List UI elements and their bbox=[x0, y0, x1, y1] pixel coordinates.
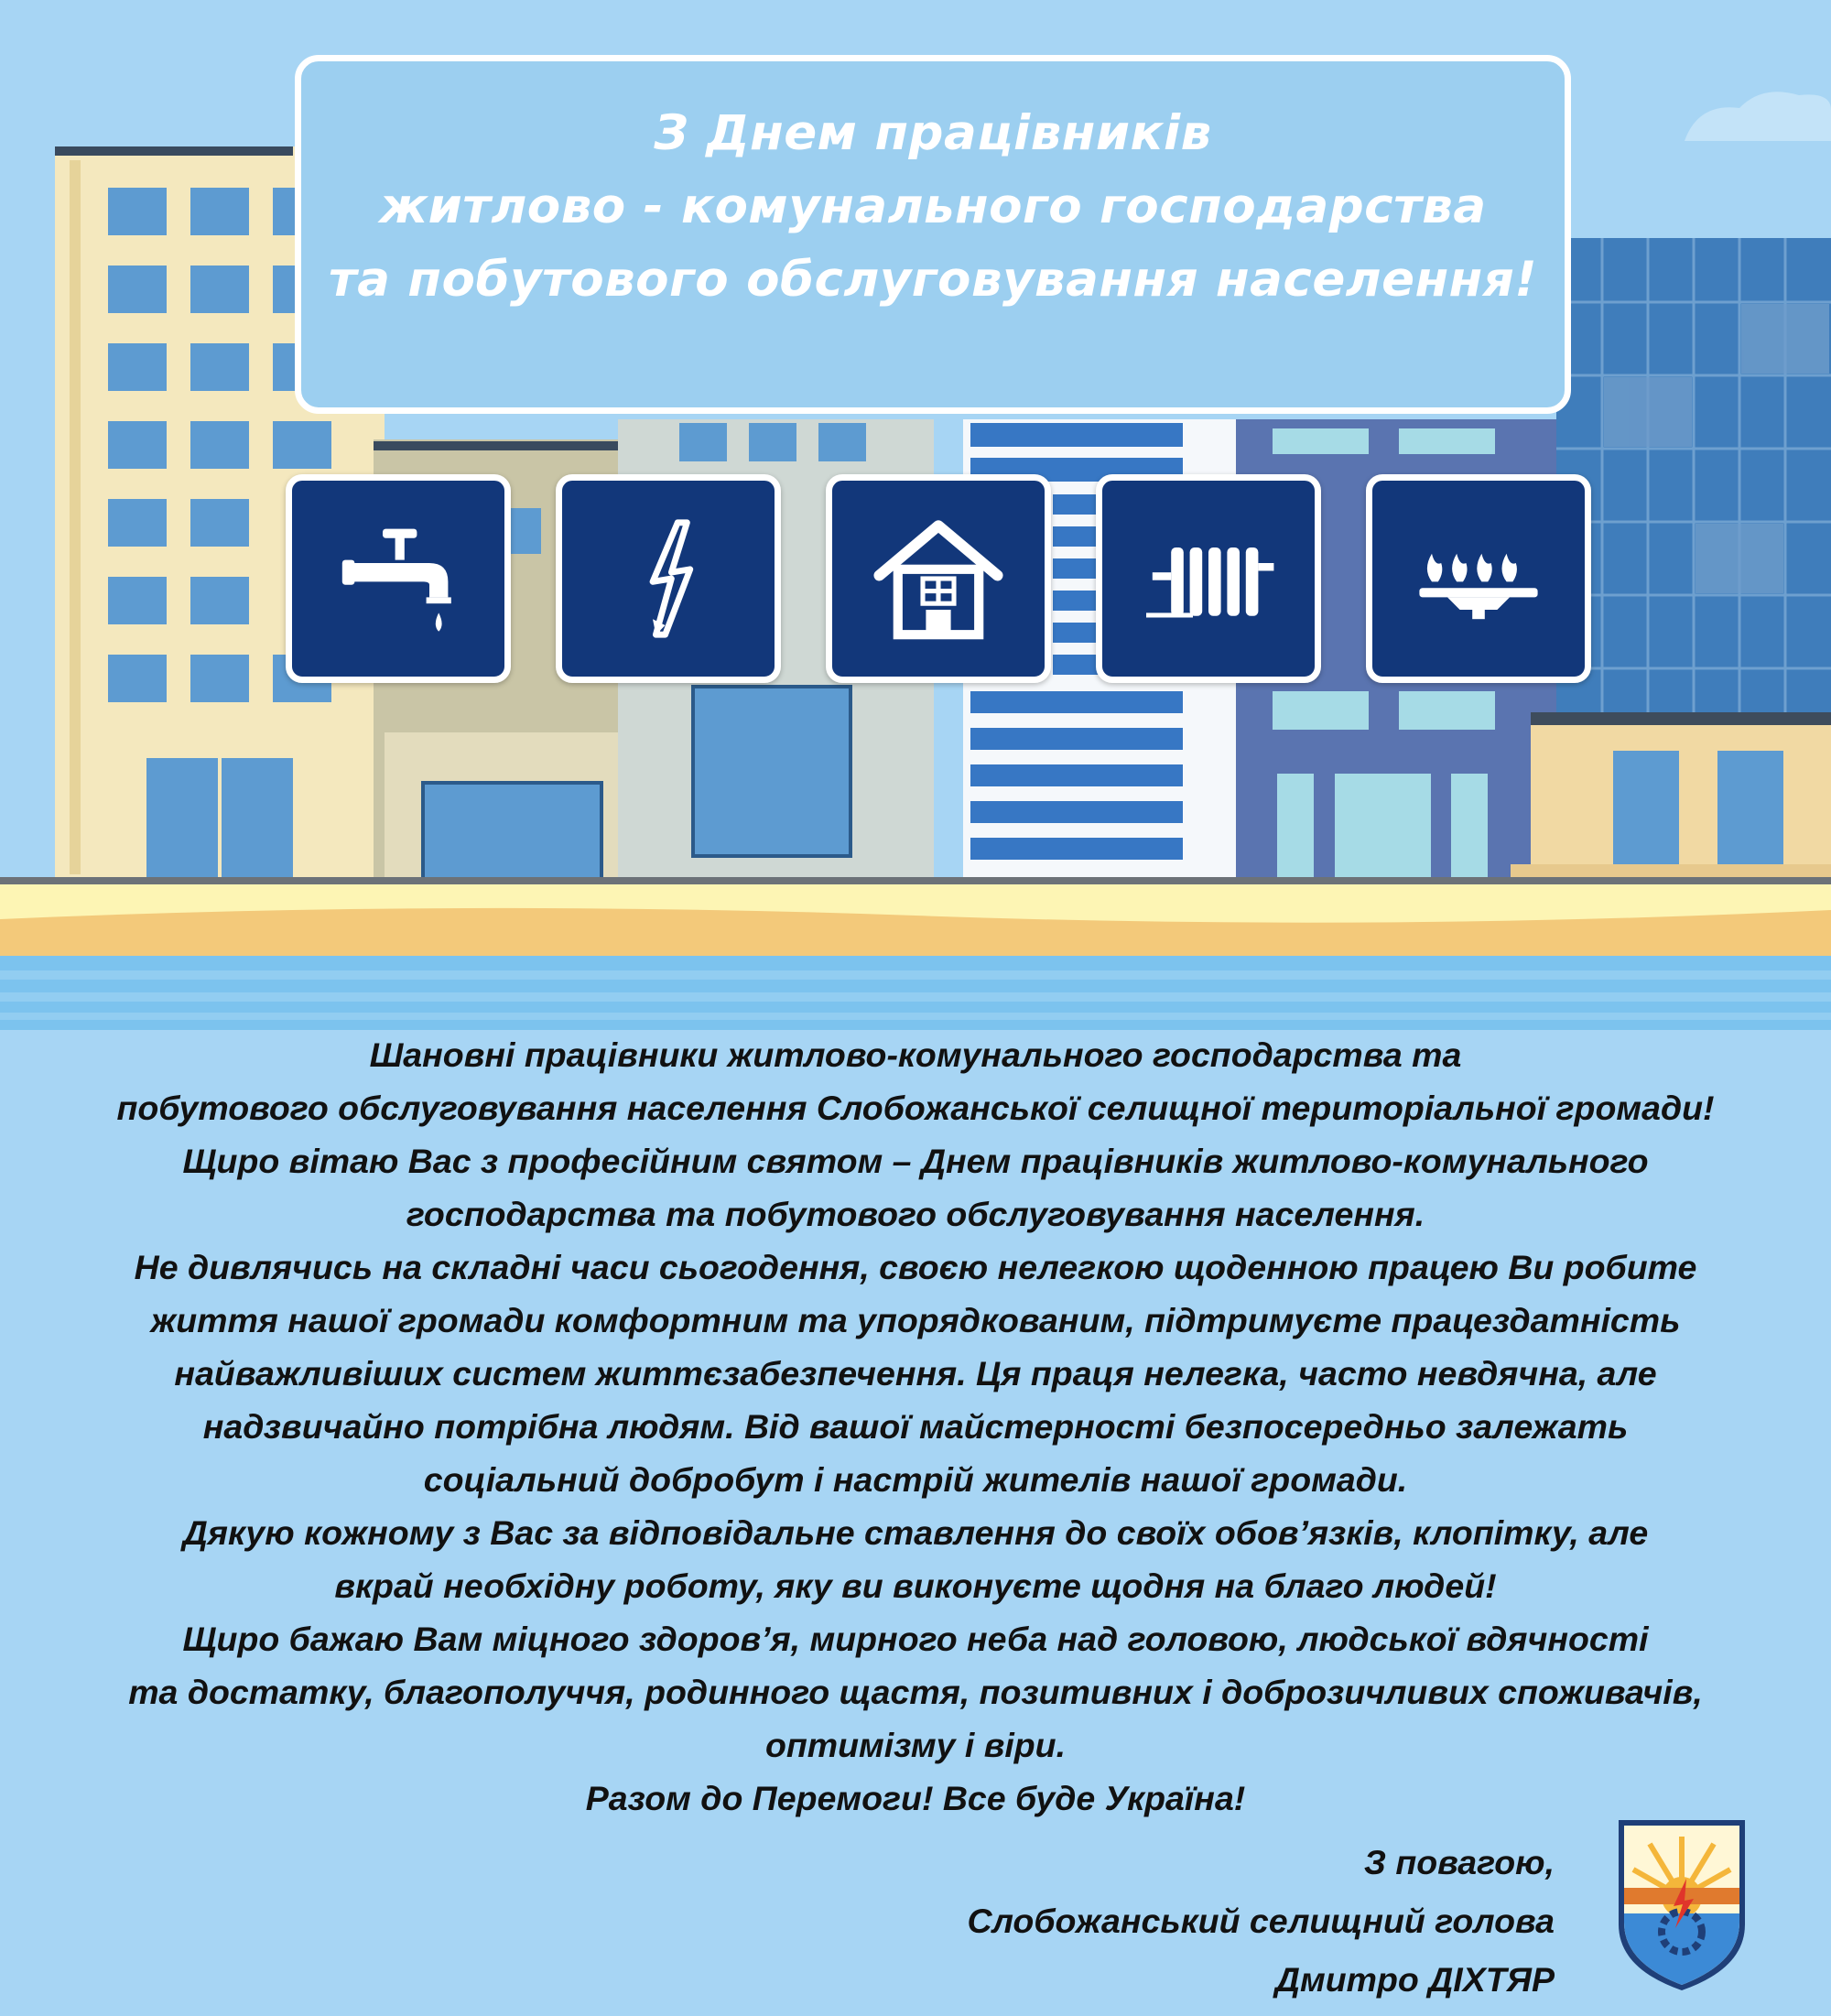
message-line: соціальний добробут і настрій жителів нашої громади. bbox=[423, 1460, 1408, 1499]
message-line: Дякую кожному з Вас за відповідальне ставлення до своїх обов’язків, клопітку, але bbox=[182, 1513, 1649, 1552]
greeting-message bbox=[18, 1028, 1813, 1825]
water-tap-icon bbox=[320, 501, 476, 656]
water-supply-tile bbox=[286, 474, 511, 683]
gas-supply-tile bbox=[1366, 474, 1591, 683]
message-line: найважливіших систем життєзабезпечення. Ця праця нелегка, часто невдячна, але bbox=[174, 1354, 1657, 1393]
message-line: господарства та побутового обслуговування населення. bbox=[406, 1195, 1425, 1233]
electricity-tile bbox=[556, 474, 781, 683]
signature-name: Дмитро ДІХТЯР bbox=[1274, 1960, 1555, 1999]
lightning-bolt-icon bbox=[590, 501, 746, 656]
community-coat-of-arms-icon bbox=[1613, 1815, 1750, 1994]
message-line: Шановні працівники житлово-комунального господарства та bbox=[369, 1035, 1462, 1074]
community-emblem bbox=[1613, 1815, 1750, 1994]
utility-service-icons bbox=[286, 474, 1589, 685]
message-line: Щиро вітаю Вас з професійним святом – Днем працівників житлово-комунального bbox=[182, 1142, 1649, 1180]
signature-closing: З повагою, bbox=[1363, 1843, 1555, 1881]
house-icon bbox=[861, 501, 1016, 656]
message-line: життя нашої громади комфортним та упорядкованим, підтримуєте працездатність bbox=[150, 1301, 1681, 1339]
message-line: надзвичайно потрібна людям. Від вашої майстерності безпосередньо залежать bbox=[202, 1407, 1629, 1446]
gas-burner-icon bbox=[1401, 501, 1556, 656]
signature-block bbox=[639, 1833, 1555, 2009]
message-line: побутового обслуговування населення Слобожанської селищної територіальної громади! bbox=[116, 1089, 1715, 1127]
message-line: оптимізму і віри. bbox=[764, 1726, 1066, 1764]
housing-tile bbox=[826, 474, 1051, 683]
message-line: та достатку, благополуччя, родинного щастя, позитивних і доброзичливих споживачів, bbox=[128, 1673, 1703, 1711]
message-line: вкрай необхідну роботу, яку ви виконуєте щодня на благо людей! bbox=[334, 1566, 1497, 1605]
message-line: Щиро бажаю Вам міцного здоров’я, мирного неба над головою, людської вдячності bbox=[182, 1620, 1649, 1658]
greeting-title-banner bbox=[295, 55, 1571, 414]
heating-radiator-icon bbox=[1131, 501, 1286, 656]
title-line-3: та побутового обслуговування населення! bbox=[328, 252, 1538, 308]
message-line: Не дивлячись на складні часи сьогодення, своєю нелегкою щоденною працею Ви робите bbox=[134, 1248, 1697, 1286]
title-line-1: З Днем працівників bbox=[654, 105, 1212, 161]
heating-tile bbox=[1096, 474, 1321, 683]
message-line: Разом до Перемоги! Все буде Україна! bbox=[585, 1779, 1246, 1817]
signature-position: Слобожанський селищний голова bbox=[967, 1902, 1555, 1940]
title-line-2: житлово - комунального господарства bbox=[379, 179, 1487, 234]
